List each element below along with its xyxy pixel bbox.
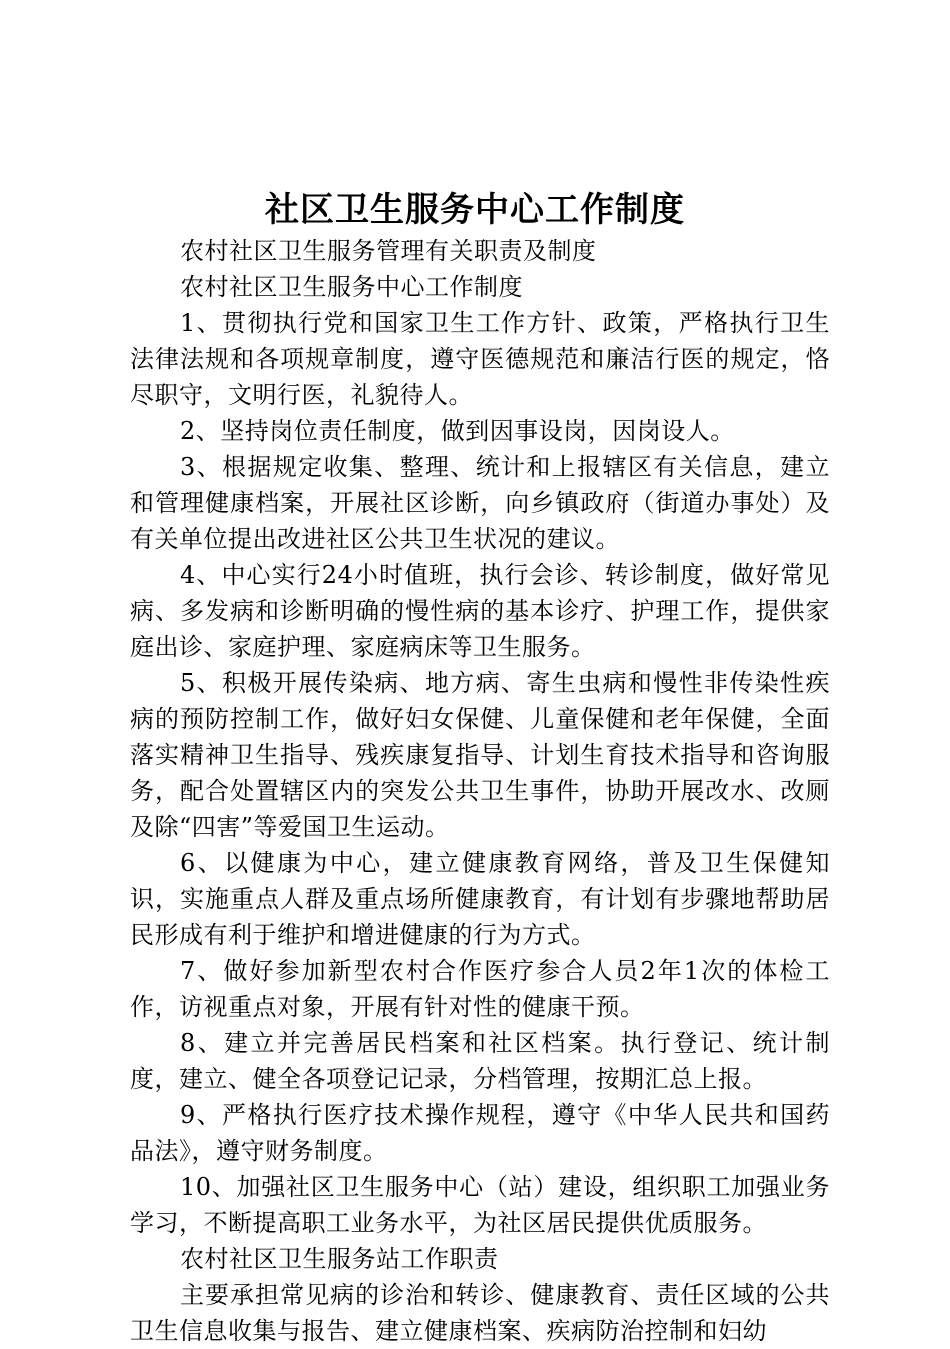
rule-item-5: 5、积极开展传染病、地方病、寄生虫病和慢性非传染性疾病的预防控制工作，做好妇女保健、儿童保健和老年保健，全面落实精神卫生指导、残疾康复指导、计划生育技术指导和咨询服务，配合处置辖区内的突发公共卫生事件，协助开展改水、改厕及除“四害”等爱国卫生运动。 [130,669,830,841]
section-heading: 农村社区卫生服务站工作职责 [180,1245,499,1273]
rule-item-4: 4、中心实行24小时值班，执行会诊、转诊制度，做好常见病、多发病和诊断明确的慢性病的基本诊疗、护理工作，提供家庭出诊、家庭护理、家庭病床等卫生服务。 [130,561,830,661]
body-paragraph: 主要承担常见病的诊治和转诊、健康教育、责任区域的公共卫生信息收集与报告、建立健康档案、疾病防治控制和妇幼 [130,1281,830,1345]
rule-item-9: 9、严格执行医疗技术操作规程，遵守《中华人民共和国药品法》，遵守财务制度。 [130,1101,830,1165]
section-heading: 农村社区卫生服务中心工作制度 [180,273,523,301]
rule-item-8: 8、建立并完善居民档案和社区档案。执行登记、统计制度，建立、健全各项登记记录，分档管理，按期汇总上报。 [130,1029,830,1093]
rule-item-7: 7、做好参加新型农村合作医疗参合人员2年1次的体检工作，访视重点对象，开展有针对性的健康干预。 [130,957,830,1021]
rule-item-3: 3、根据规定收集、整理、统计和上报辖区有关信息，建立和管理健康档案，开展社区诊断，向乡镇政府（街道办事处）及有关单位提出改进社区公共卫生状况的建议。 [130,453,830,553]
rule-item-1: 1、贯彻执行党和国家卫生工作方针、政策，严格执行卫生法律法规和各项规章制度，遵守医德规范和廉洁行医的规定，恪尽职守，文明行医，礼貌待人。 [130,309,830,409]
rule-item-10: 10、加强社区卫生服务中心（站）建设，组织职工加强业务学习，不断提高职工业务水平，为社区居民提供优质服务。 [130,1173,830,1237]
rule-item-6: 6、以健康为中心，建立健康教育网络，普及卫生保健知识，实施重点人群及重点场所健康教育，有计划有步骤地帮助居民形成有利于维护和增进健康的行为方式。 [130,849,830,949]
document-body [130,233,830,1349]
rule-item-2: 2、坚持岗位责任制度，做到因事设岗，因岗设人。 [180,417,735,445]
document-title: 社区卫生服务中心工作制度 [265,190,685,230]
section-heading: 农村社区卫生服务管理有关职责及制度 [180,237,597,265]
